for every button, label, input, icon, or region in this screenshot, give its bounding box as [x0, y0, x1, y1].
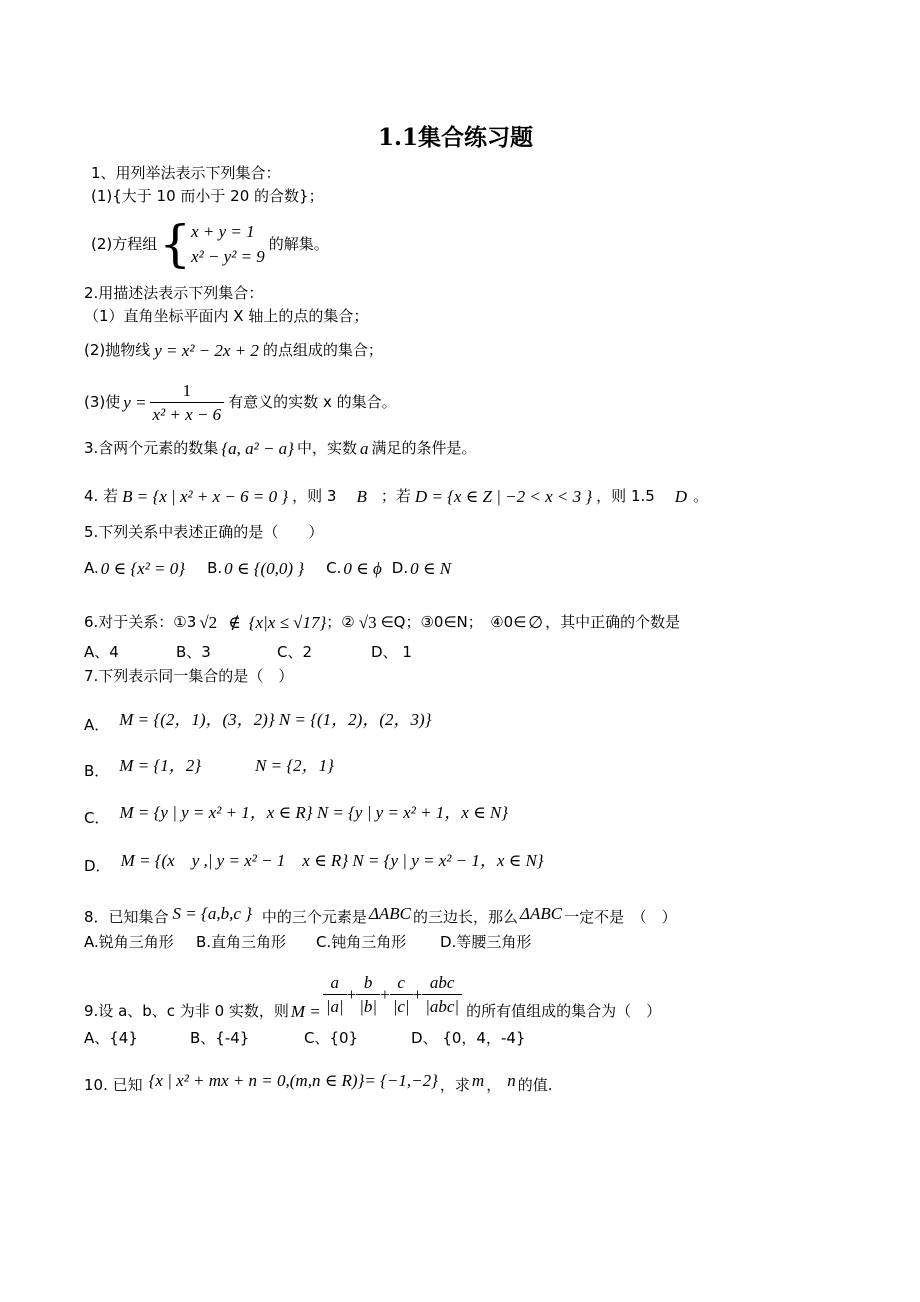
plus-2: +	[380, 984, 390, 1004]
q9-line	[84, 964, 661, 1024]
set-d-symbol: D	[674, 487, 688, 506]
q5-d-label: D.	[391, 559, 409, 577]
q2-part3-suffix: 有意义的实数 x 的集合。	[228, 392, 397, 411]
q10-comma: ，	[486, 1076, 502, 1094]
q7-b-m: M = {1，2}	[119, 756, 202, 775]
q7-heading: 7.下列表示同一集合的是（ ）	[84, 667, 294, 685]
q3-prefix: 3.含两个元素的数集	[84, 439, 219, 457]
fraction-c-num: c	[397, 972, 405, 992]
q1-part2	[91, 216, 329, 272]
fraction-abc-den: |abc|	[422, 994, 462, 1015]
q2-part2-prefix: (2)抛物线	[84, 341, 151, 359]
equation-2: x² − y² = 9	[191, 247, 265, 266]
q2-heading: 2.用描述法表示下列集合：	[84, 284, 264, 302]
q10-line	[84, 1068, 553, 1093]
q4-line	[84, 488, 708, 505]
q9-lhs: M =	[290, 1001, 321, 1021]
system-brace: {	[159, 215, 192, 273]
q8-option-c: C.钝角三角形	[316, 933, 407, 951]
q9-prefix: 9.设 a、b、c 为非 0 实数，则	[84, 1001, 289, 1020]
q2-part2-suffix: 的点组成的集合；	[262, 341, 383, 359]
q9-option-c: C、{0}	[304, 1029, 359, 1047]
set-b: B = {x | x² + x − 6 = 0 }	[122, 487, 289, 506]
q7-d-label: D．	[84, 857, 111, 875]
fraction-numerator: 1	[182, 380, 192, 400]
sqrt-2: √2	[199, 613, 218, 632]
q6-part4: ，其中正确的个数是	[545, 613, 681, 631]
fraction-denominator: x² + x − 6	[150, 402, 225, 423]
q9-suffix: 的所有值组成的集合为（ ）	[466, 1001, 662, 1020]
q10-equation: {x | x² + mx + n = 0,(m,n ∈ R)}= {−1,−2}	[148, 1071, 438, 1090]
q3-middle: 中，实数	[296, 439, 357, 457]
q8-line	[84, 902, 677, 925]
fraction-abc	[422, 974, 462, 1015]
q1-part2-prefix: (2)方程组	[91, 234, 158, 253]
q5-d-math: 0 ∈ N	[410, 559, 452, 578]
plus-1: +	[346, 984, 357, 1004]
q10-suffix: 的值.	[517, 1076, 553, 1094]
q5-heading: 5.下列关系中表述正确的是（ ）	[84, 523, 324, 541]
q3-suffix: 满足的条件是。	[371, 439, 477, 457]
empty-set-symbol: ∅	[528, 613, 544, 632]
fraction-a	[323, 974, 347, 1015]
q8-mid1: 中的三个元素是	[261, 908, 367, 926]
triangle-abc-1: ΔABC	[368, 904, 412, 923]
q7-a-label: A．	[84, 716, 110, 734]
q7-b-n: N = {2，1}	[255, 756, 334, 775]
q4-end: 。	[693, 487, 709, 505]
q7-c-math: M = {y | y = x² + 1，x ∈ R} N = {y | y = x² + 1，x ∈ N}	[119, 803, 509, 822]
q2-part3-prefix: (3)使	[84, 392, 121, 411]
q9-option-d: D、 {0，4，-4}	[411, 1029, 526, 1047]
q9-option-a: A、{4}	[84, 1029, 138, 1047]
q10-mid: ，求	[439, 1076, 470, 1094]
q5-c-math: 0 ∈ ϕ	[343, 559, 382, 578]
q6-set: {x|x ≤ √17}	[248, 613, 327, 632]
q2-part3	[84, 378, 397, 426]
equation-system	[191, 223, 265, 265]
q2-part3-lhs: y =	[123, 392, 147, 412]
q6-part3: ∈Q；③0∈N； ④0∈	[380, 613, 527, 631]
fraction-c-den: |c|	[390, 994, 413, 1015]
fraction-b-num: b	[363, 972, 373, 992]
q7-b-label: B．	[84, 762, 110, 780]
q8-suffix: 一定不是 （ ）	[564, 908, 677, 926]
q8-option-b: B.直角三角形	[196, 933, 287, 951]
q7-option-d	[84, 847, 544, 874]
q8-prefix: 8．已知集合	[84, 908, 169, 926]
q4-mid1: ，则 3	[292, 487, 337, 505]
q6-option-a: A、4	[84, 643, 119, 661]
fraction-b-den: |b|	[356, 994, 380, 1015]
triangle-abc-2: ΔABC	[520, 904, 563, 923]
set-s: S = {a,b,c }	[172, 904, 252, 923]
page-title: 1.1集合练习题	[378, 124, 534, 151]
q7-option-a	[84, 706, 431, 733]
q1-heading: 1、用列举法表示下列集合：	[91, 164, 281, 182]
q8-option-a: A.锐角三角形	[84, 933, 174, 951]
q4-mid2: ；若	[380, 487, 411, 505]
q5-options	[84, 560, 451, 577]
q2-part2	[84, 342, 383, 359]
q3-variable: a	[360, 439, 369, 458]
parabola-equation: y = x² − 2x + 2	[154, 341, 259, 360]
q6-option-c: C、2	[277, 643, 313, 661]
q7-a-math: M = {(2，1)，(3，2)} N = {(1，2)，(2，3)}	[119, 710, 432, 729]
fraction-a-num: a	[330, 972, 339, 992]
variable-m: m	[471, 1071, 485, 1090]
q4-mid3: ，则 1.5	[596, 487, 655, 505]
q6-option-d: D、 1	[371, 643, 412, 661]
set-b-symbol: B	[356, 487, 367, 506]
q1-part1: (1){大于 10 而小于 20 的合数}；	[91, 187, 324, 205]
q5-a-label: A.	[84, 559, 99, 577]
q5-c-label: C.	[326, 559, 342, 577]
fraction-abc-num: abc	[429, 972, 455, 992]
fraction-b	[356, 974, 380, 1015]
q6-prefix: 6.对于关系：①3	[84, 613, 197, 631]
sqrt-3: √3	[358, 613, 377, 632]
q3-line	[84, 440, 477, 457]
q8-option-d: D.等腰三角形	[440, 933, 532, 951]
q4-prefix: 4. 若	[84, 487, 119, 505]
q3-set: {a, a² − a}	[221, 439, 294, 458]
q8-mid2: 的三边长，那么	[413, 908, 519, 926]
fraction-a-den: |a|	[323, 994, 347, 1015]
q6-option-b: B、3	[176, 643, 211, 661]
equation-1: x + y = 1	[191, 222, 255, 241]
q1-part2-suffix: 的解集。	[268, 234, 329, 253]
q5-a-math: 0 ∈ {x² = 0}	[100, 559, 186, 578]
q2-part1: （1）直角坐标平面内 X 轴上的点的集合；	[84, 307, 369, 325]
q6-line	[84, 614, 680, 631]
q5-b-math: 0 ∈ {(0,0) }	[224, 559, 305, 578]
q7-option-c	[84, 799, 508, 826]
q6-part2: ；②	[326, 613, 355, 631]
set-d: D = {x ∈ Z | −2 < x < 3 }	[414, 487, 593, 506]
variable-n: n	[507, 1071, 516, 1090]
q7-d-math: M = {(x y ,| y = x² − 1 x ∈ R} N = {y | y = x² − 1，x ∈ N}	[120, 851, 544, 870]
q9-option-b: B、{-4}	[190, 1029, 250, 1047]
q7-c-label: C．	[84, 809, 110, 827]
q5-b-label: B.	[207, 559, 223, 577]
not-element-symbol: ∉	[228, 613, 241, 632]
q10-prefix: 10. 已知	[84, 1076, 143, 1094]
fraction-c	[390, 974, 413, 1015]
fraction	[150, 382, 225, 423]
plus-3: +	[412, 984, 423, 1004]
q7-option-b	[84, 752, 334, 779]
